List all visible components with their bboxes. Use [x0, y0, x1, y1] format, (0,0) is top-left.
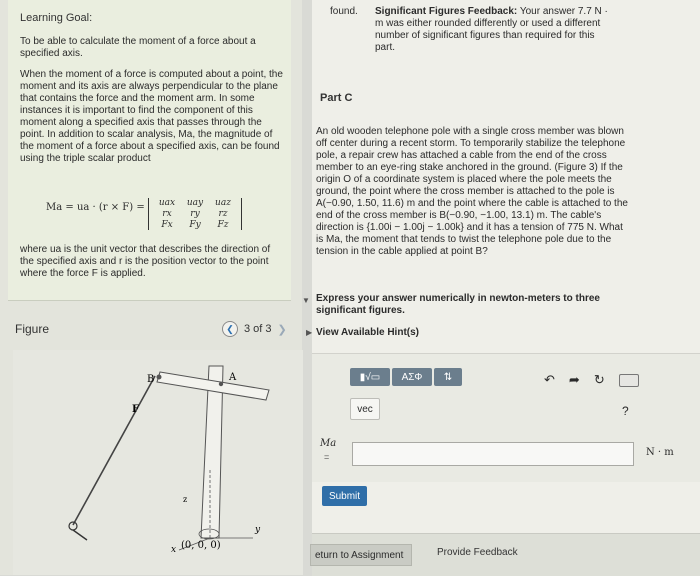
answer-instructions: Express your answer numerically in newton-meters to three significant figures. — [316, 293, 600, 316]
triple-product-formula: Ma = ua · (r × F) = — [46, 202, 145, 213]
label-a: A — [229, 372, 237, 383]
matrix-cell: uaz — [215, 198, 231, 208]
problem-statement: An old wooden telephone pole with a single cross member was blown off center during a recent storm. To temporarily stabilize the telephone pole, a repair crew has attached a cable from the end of the cross member to an eye-ring stake anchored in the ground. (Figure 3) If the origin O of a coordinate system is placed where the pole meets the ground, the point where the cross member is attached to the pole is A(−0.90, 1.50, 11.6) m and the point where the cable is attached to the end of the cross member is B(−0.90, −1.00, 13.1) m. The cable's direction is {1.00i − 1.00j − 1.00k} and it has a tension of 775 N. What is Ma, the moment that tends to twist the telephone pole due to the tension in the cable applied at point B? — [316, 126, 628, 257]
cable-line — [73, 376, 155, 525]
next-figure-button[interactable]: ❯ — [277, 323, 287, 336]
point-b-marker — [157, 375, 162, 380]
learning-goal-box — [8, 0, 291, 301]
label-origin: (0, 0, 0) — [181, 540, 221, 551]
help-button[interactable]: ? — [622, 404, 629, 418]
sig-figs-title: Significant Figures Feedback: — [375, 6, 518, 17]
units-label: N · m — [646, 447, 674, 458]
templates-button[interactable]: ▮√▭ — [350, 368, 390, 386]
view-hints-link[interactable]: View Available Hint(s) — [316, 327, 419, 338]
figure-image — [13, 350, 303, 575]
caret-down-icon: ▼ — [302, 296, 310, 305]
answer-box — [312, 353, 700, 482]
ma-equals: = — [324, 452, 330, 462]
feedback-found: found. — [330, 6, 358, 17]
caret-right-icon: ▶ — [306, 328, 313, 337]
ma-answer-input[interactable] — [352, 442, 634, 466]
point-a-marker — [219, 382, 223, 386]
undo-icon[interactable]: ↶ — [544, 372, 555, 387]
math-toolbar — [350, 368, 462, 386]
submit-button[interactable]: Submit — [322, 486, 367, 506]
ma-label: Ma — [320, 438, 337, 449]
editor-tools — [544, 372, 639, 388]
vec-button[interactable]: vec — [350, 398, 380, 420]
greek-letters-button[interactable]: ΑΣΦ — [392, 368, 432, 386]
label-f: F — [132, 404, 140, 415]
determinant-matrix — [148, 198, 242, 230]
chevron-left-icon: ❮ — [226, 323, 234, 334]
telephone-pole-diagram — [13, 350, 303, 575]
left-panel — [0, 0, 302, 575]
label-y: y — [255, 525, 261, 535]
learning-goal-body: When the moment of a force is computed about a point, the moment and its axis are always perpendicular to the plane that contains the force and the moment arm. In some instances it is important to find the component of this moment along a specified axis that passes through the point. In addition to scalar analysis, Ma, the magnitude of the moment of a force about a specified axis, can be found using the triple scalar product — [20, 69, 283, 164]
right-panel — [302, 0, 700, 575]
matrix-cell: uay — [186, 198, 204, 208]
stake — [73, 530, 87, 540]
arrows-button[interactable]: ⇅ — [434, 368, 462, 386]
figure-title: Figure — [15, 322, 50, 336]
label-b: B — [147, 374, 155, 385]
return-to-assignment-button[interactable]: eturn to Assignment — [310, 544, 412, 566]
matrix-cell: ry — [190, 209, 200, 219]
figure-page-indicator: 3 of 3 — [244, 323, 272, 335]
matrix-cell: Fx — [161, 220, 173, 230]
sig-figs-body: Your answer 7.7 N · m was either rounded differently or used a different number of significant figures than required for this part. — [375, 6, 608, 53]
keyboard-icon[interactable] — [619, 374, 639, 387]
redo-icon[interactable]: ➦ — [568, 372, 580, 387]
eye-ring — [69, 522, 77, 530]
prev-figure-button[interactable] — [222, 321, 238, 337]
label-z: z — [183, 495, 188, 504]
part-label: Part C — [320, 92, 353, 104]
learning-goal-title: Learning Goal: — [20, 12, 93, 24]
matrix-cell: uax — [158, 198, 176, 208]
label-x: x — [171, 545, 177, 555]
reset-icon[interactable]: ↻ — [593, 372, 605, 387]
figure-pager — [222, 321, 287, 337]
matrix-cell: rx — [162, 209, 172, 219]
matrix-cell: Fy — [189, 220, 201, 230]
matrix-cell: rz — [218, 209, 228, 219]
sig-figs-feedback — [375, 6, 615, 54]
bottom-bar — [312, 533, 700, 576]
matrix-cell: Fz — [217, 220, 229, 230]
learning-goal-outro: where ua is the unit vector that describes the direction of the specified axis and r is the position vector to the point where the force F is applied. — [20, 244, 271, 279]
provide-feedback-link[interactable]: Provide Feedback — [437, 547, 518, 558]
learning-goal-intro: To be able to calculate the moment of a force about a specified axis. — [20, 36, 256, 59]
